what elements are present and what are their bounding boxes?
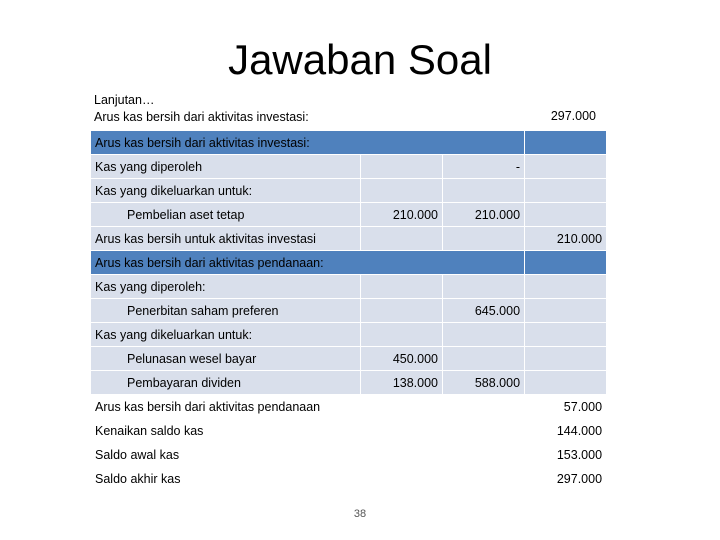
row-label: Arus kas bersih dari aktivitas investasi: bbox=[91, 131, 525, 155]
row-total: 153.000 bbox=[525, 443, 607, 467]
table-row bbox=[91, 227, 607, 251]
intro-line-2: Arus kas bersih dari aktivitas investasi: bbox=[94, 110, 309, 124]
row-value-1: 210.000 bbox=[361, 203, 443, 227]
row-label: Pembelian aset tetap bbox=[91, 203, 361, 227]
cash-flow-table bbox=[90, 130, 607, 491]
row-total bbox=[525, 347, 607, 371]
row-value-1 bbox=[361, 299, 443, 323]
row-value-1 bbox=[361, 179, 443, 203]
row-total bbox=[525, 323, 607, 347]
table-row bbox=[91, 323, 607, 347]
table-row bbox=[91, 203, 607, 227]
table-row bbox=[91, 419, 607, 443]
row-total bbox=[525, 203, 607, 227]
row-label: Pembayaran dividen bbox=[91, 371, 361, 395]
row-label: Saldo akhir kas bbox=[91, 467, 525, 491]
row-total bbox=[525, 371, 607, 395]
page-number: 38 bbox=[353, 508, 367, 520]
row-label: Kas yang dikeluarkan untuk: bbox=[91, 323, 361, 347]
table-row bbox=[91, 467, 607, 491]
row-label: Kenaikan saldo kas bbox=[91, 419, 525, 443]
row-label: Pelunasan wesel bayar bbox=[91, 347, 361, 371]
row-value-1 bbox=[361, 323, 443, 347]
table-row bbox=[91, 251, 607, 275]
row-total: 210.000 bbox=[525, 227, 607, 251]
row-value-2: - bbox=[443, 155, 525, 179]
row-total: 144.000 bbox=[525, 419, 607, 443]
table-row bbox=[91, 443, 607, 467]
row-value-1: 450.000 bbox=[361, 347, 443, 371]
row-label: Penerbitan saham preferen bbox=[91, 299, 361, 323]
row-value-1 bbox=[361, 155, 443, 179]
intro-total: 297.000 bbox=[550, 109, 596, 123]
table-row bbox=[91, 371, 607, 395]
table-row bbox=[91, 347, 607, 371]
table-row bbox=[91, 299, 607, 323]
row-value-2: 588.000 bbox=[443, 371, 525, 395]
table-row bbox=[91, 275, 607, 299]
intro-line-1: Lanjutan… bbox=[94, 93, 155, 107]
row-label: Kas yang diperoleh: bbox=[91, 275, 361, 299]
row-total bbox=[525, 131, 607, 155]
row-total bbox=[525, 155, 607, 179]
row-label: Kas yang dikeluarkan untuk: bbox=[91, 179, 361, 203]
row-total bbox=[525, 275, 607, 299]
row-label: Arus kas bersih untuk aktivitas investasi bbox=[91, 227, 361, 251]
row-total bbox=[525, 251, 607, 275]
intro-text bbox=[94, 92, 309, 126]
row-label: Kas yang diperoleh bbox=[91, 155, 361, 179]
row-total bbox=[525, 299, 607, 323]
row-total bbox=[525, 179, 607, 203]
table-row bbox=[91, 395, 607, 419]
table-row bbox=[91, 131, 607, 155]
row-value-2 bbox=[443, 347, 525, 371]
row-value-2 bbox=[443, 179, 525, 203]
row-label: Arus kas bersih dari aktivitas pendanaan: bbox=[91, 251, 525, 275]
row-value-2 bbox=[443, 275, 525, 299]
row-label: Saldo awal kas bbox=[91, 443, 525, 467]
row-value-2 bbox=[443, 323, 525, 347]
row-value-1 bbox=[361, 275, 443, 299]
slide-title: Jawaban Soal bbox=[228, 36, 492, 83]
row-value-1: 138.000 bbox=[361, 371, 443, 395]
row-label: Arus kas bersih dari aktivitas pendanaan bbox=[91, 395, 525, 419]
row-value-2 bbox=[443, 227, 525, 251]
table-row bbox=[91, 179, 607, 203]
row-total: 57.000 bbox=[525, 395, 607, 419]
table-row bbox=[91, 155, 607, 179]
row-total: 297.000 bbox=[525, 467, 607, 491]
row-value-2: 210.000 bbox=[443, 203, 525, 227]
row-value-1 bbox=[361, 227, 443, 251]
row-value-2: 645.000 bbox=[443, 299, 525, 323]
